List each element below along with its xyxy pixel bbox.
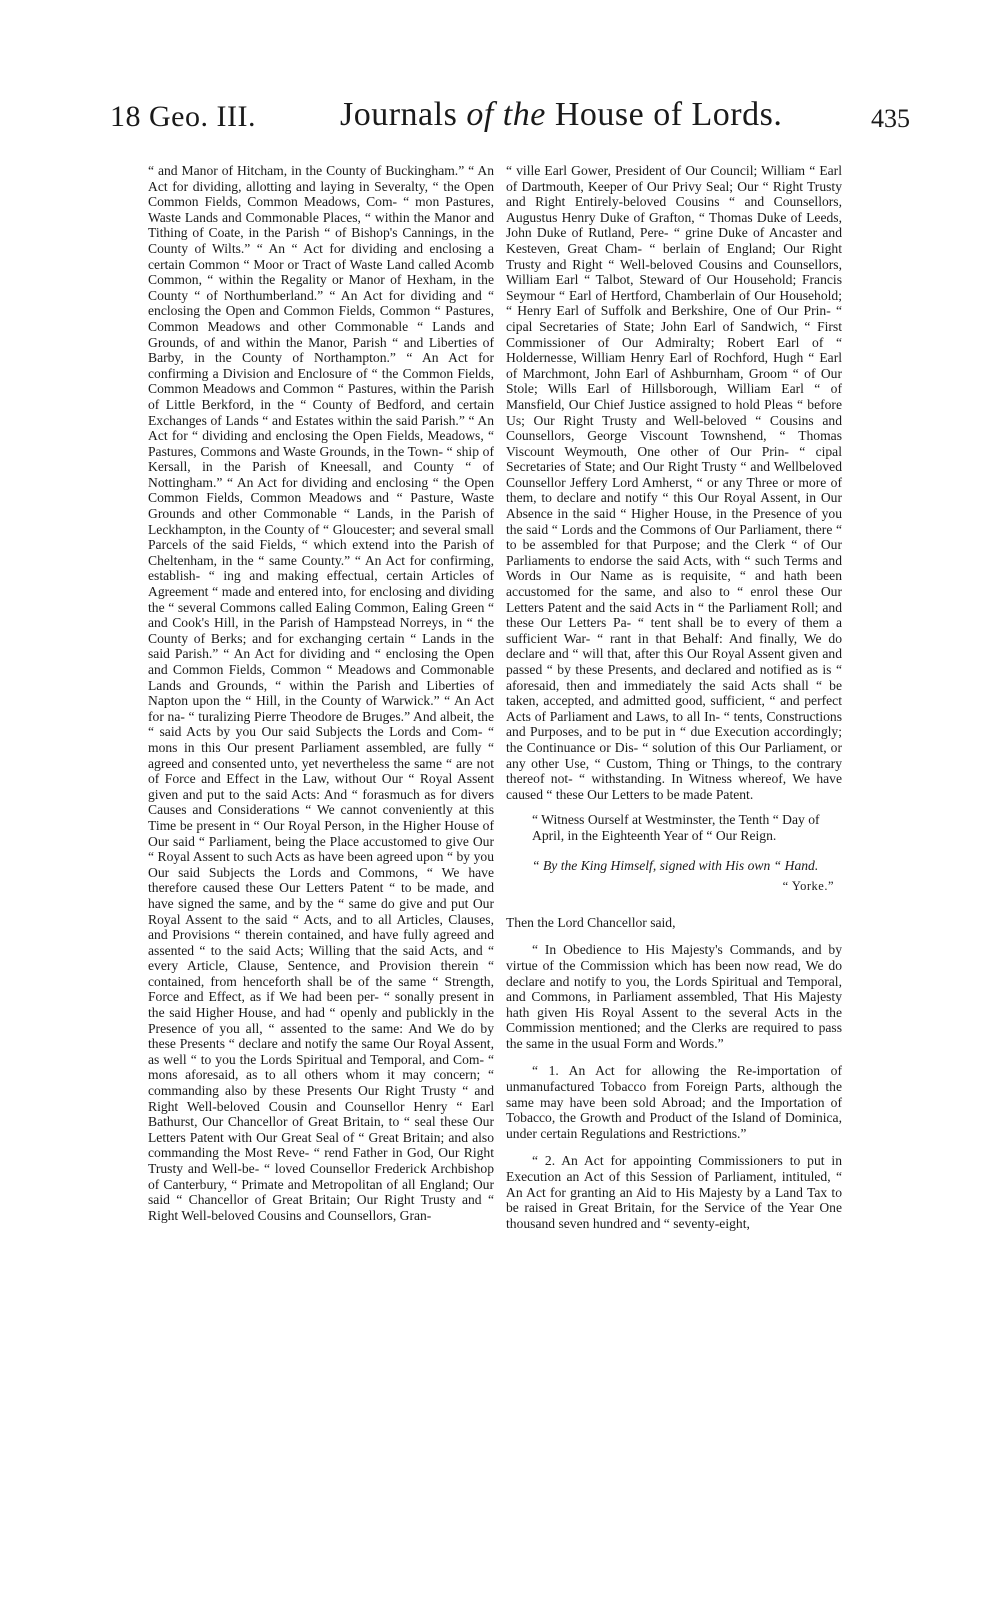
right-column bbox=[506, 163, 842, 1231]
act-1: “ 1. An Act for allowing the Re-importation of unmanufactured Tobacco from Foreign Parts, although the same may have been sold Abroad; and the Importation of Tobacco, the Growth and Product of the Island of Dominica, under certain Regulations and Restrictions.” bbox=[506, 1063, 842, 1141]
title-part-2: House of Lords. bbox=[545, 96, 783, 133]
regnal-year: 18 Geo. III. bbox=[110, 100, 256, 133]
witness-clause: “ Witness Ourself at Westminster, the Tenth “ Day of April, in the Eighteenth Year of “ Our Reign. bbox=[532, 812, 820, 843]
running-header bbox=[110, 96, 910, 148]
title-part-1: Journals bbox=[340, 96, 467, 133]
title-part-of: of the bbox=[466, 96, 546, 133]
by-the-king-clause: “ By the King Himself, signed with His own “ Hand. bbox=[532, 857, 819, 873]
signature-yorke: “ Yorke.” bbox=[782, 879, 834, 894]
left-column bbox=[148, 163, 494, 1223]
left-column-text: “ and Manor of Hitcham, in the County of Buckingham.” “ An Act for dividing, allotting and laying in Severalty, “ the Open Common Fields, Common Meadows, Com- “ mon Pastures, Waste Lands and Commonable Places, “ within the Manor and Tithing of Coate, in the Parish “ of Bishop's Cannings, in the County of Wilts.” “ An “ Act for dividing and enclosing a certain Common “ Moor or Tract of Waste Land called Acomb Common, “ within the Regality or Manor of Hexham, in the County “ of Northumberland.” “ An Act for dividing and “ enclosing the Open and Common Fields, Common “ Pastures, Common Meadows and other Commonable “ Lands and Grounds, of and within the Manor, Parish “ and Liberties of Barby, in the County of Northampton.” “ An Act for confirming a Division and Enclosure of “ the Common Fields, Common Meadows and Common “ Pastures, within the Parish of Little Berkford, in the “ County of Bedford, and certain Exchanges of Lands “ and Estates within the said Parish.” “ An Act for “ dividing and enclosing the Open Fields, Meadows, “ Pastures, Commons and Waste Grounds, in the Town- “ ship of Kersall, in the Parish of Kneesall, and County “ of Nottingham.” “ An Act for dividing and enclosing “ the Open Common Fields, Common Meadows and “ Pasture, Waste Grounds and other Commonable “ Lands, in the Parish of Leckhampton, in the County of “ Gloucester; and several small Parcels of the said Fields, “ which extend into the Parish of Cheltenham, in the “ same County.” “ An Act for confirming, establish- “ ing and making effectual, certain Articles of Agreement “ made and entered into, for enclosing and dividing the “ several Commons called Ealing Common, Ealing Green “ and Cook's Hill, in the Parish of Hampstead Norreys, in “ the County of Berks; and for exchanging certain “ Lands in the said Parish.” “ An Act for dividing and “ enclosing the Open and Common Fields, Common “ Meadows and Commonable Lands and Grounds, “ within the Parish and Liberties of Napton upon the “ Hill, in the County of Warwick.” “ An Act for na- “ turalizing Pierre Theodore de Bruges.” And albeit, the “ said Acts by you Our said Subjects the Lords and Com- “ mons in this Our present Parliament assembled, are fully “ agreed and consented unto, yet nevertheless the same “ are not of Force and Effect in the Law, without Our “ Royal Assent given and put to the said Acts: And “ forasmuch as for divers Causes and Considerations “ We cannot conveniently at this Time be present in “ Our Royal Person, in the Higher House of Our said “ Parliament, being the Place accustomed to give Our “ Royal Assent to such Acts as have been agreed upon “ by you Our said Subjects the Lords and Commons, “ We have therefore caused these Our Letters Patent “ to be made, and have signed the same, and by the “ same do give and put Our Royal Assent to the said “ Acts, and to all Articles, Clauses, and Provisions “ therein contained, and have fully agreed and assented “ to the said Acts; Willing that the said Acts, and “ every Article, Clause, Sentence, and Provision therein “ contained, from henceforth shall be of the same “ Strength, Force and Effect, as if We had been per- “ sonally present in the said Higher House, and had “ openly and publickly in the Presence of you all, “ assented to the same: And We do by these Presents “ declare and notify the same Our Royal Assent, as well “ to you the Lords Spiritual and Temporal, and Com- “ mons aforesaid, as to all others whom it may concern; “ commanding also by these Presents Our Right Trusty “ and Right Well-beloved Cousin and Counsellor Henry “ Earl Bathurst, Our Chancellor of Great Britain, to “ seal these Our Letters Patent with Our Great Seal of “ Great Britain; and also commanding the Most Reve- “ rend Father in God, Our Right Trusty and Well-be- “ loved Counsellor Frederick Archbishop of Canterbury, “ Primate and Metropolitan of all England; Our said “ Chancellor of Great Britain; Our Right Trusty and “ Right Well-beloved Cousins and Counsellors, Gran- bbox=[148, 163, 494, 1223]
page-number: 435 bbox=[871, 104, 910, 133]
commission-text: “ ville Earl Gower, President of Our Council; William “ Earl of Dartmouth, Keeper of Our Privy Seal; Our “ Right Trusty and Right Entirely-beloved Cousins “ and Counsellors, Augustus Henry Duke of Grafton, “ Thomas Duke of Leeds, John Duke of Rutland, Pere- “ grine Duke of Ancaster and Kesteven, Great Cham- “ berlain of England; Our Right Trusty and Right “ Well-beloved Cousins and Counsellors, William Earl “ Talbot, Steward of Our Household; Francis Seymour “ Earl of Hertford, Chamberlain of Our Household; “ Henry Earl of Suffolk and Berkshire, One of Our Prin- “ cipal Secretaries of State; John Earl of Sandwich, “ First Commissioner of Our Admiralty; Robert Earl of “ Holdernesse, William Henry Earl of Rochford, Hugh “ Earl of Marchmont, John Earl of Ashburnham, Groom “ of Our Stole; Wills Earl of Hillsborough, William Earl “ of Mansfield, Our Chief Justice assigned to hold Pleas “ before Us; Our Right Trusty and Well-beloved “ Cousins and Counsellors, George Viscount Townshend, “ Thomas Viscount Weymouth, One other of Our Prin- “ cipal Secretaries of State; and Our Right Trusty “ and Wellbeloved Counsellor Jeffery Lord Amherst, “ or any Three or more of them, to declare and notify “ this Our Royal Assent, in Our Absence in the said “ Higher House, in the Presence of you the said “ Lords and the Commons of Our Parliament, there “ to be assembled for that Purpose; and the Clerk “ of Our Parliaments to endorse the said Acts, with “ such Terms and Words in Our Name as is requisite, “ and hath been accustomed for the same, and also to “ enrol these Our Letters Patent and the said Acts in “ the Parliament Roll; and these Our Letters Pa- “ tent shall be to every of them a sufficient War- “ rant in that Behalf: And finally, We do declare and “ will that, after this Our Royal Assent given and passed “ by these Presents, and declared and notified as is “ aforesaid, then and immediately the said Acts shall “ be taken, accepted, and admitted good, sufficient, “ and perfect Acts of Parliament and Laws, to all In- “ tents, Constructions and Purposes, and to be put in “ due Execution accordingly; the Continuance or Dis- “ solution of this Our Parliament, or any other Use, “ Custom, Thing or Things, to the contrary thereof not- “ withstanding. In Witness whereof, We have caused “ these Our Letters to be made Patent. bbox=[506, 163, 842, 802]
chancellor-lead: Then the Lord Chancellor said, bbox=[506, 914, 676, 930]
journal-title bbox=[340, 96, 782, 134]
chancellor-speech: “ In Obedience to His Majesty's Commands, and by virtue of the Commission which has been now read, We do declare and notify to you, the Lords Spiritual and Temporal, and Commons, in Parliament assembled, That His Majesty hath given His Royal Assent to the several Acts in the Commission mentioned; and the Clerks are required to pass the same in the usual Form and Words.” bbox=[506, 942, 842, 1051]
act-2: “ 2. An Act for appointing Commissioners to put in Execution an Act of this Session of Parliament, intituled, “ An Act for granting an Aid to His Majesty by a Land Tax to be raised in Great Britain, for the Service of the Year One thousand seven hundred and “ seventy-eight, bbox=[506, 1153, 842, 1231]
